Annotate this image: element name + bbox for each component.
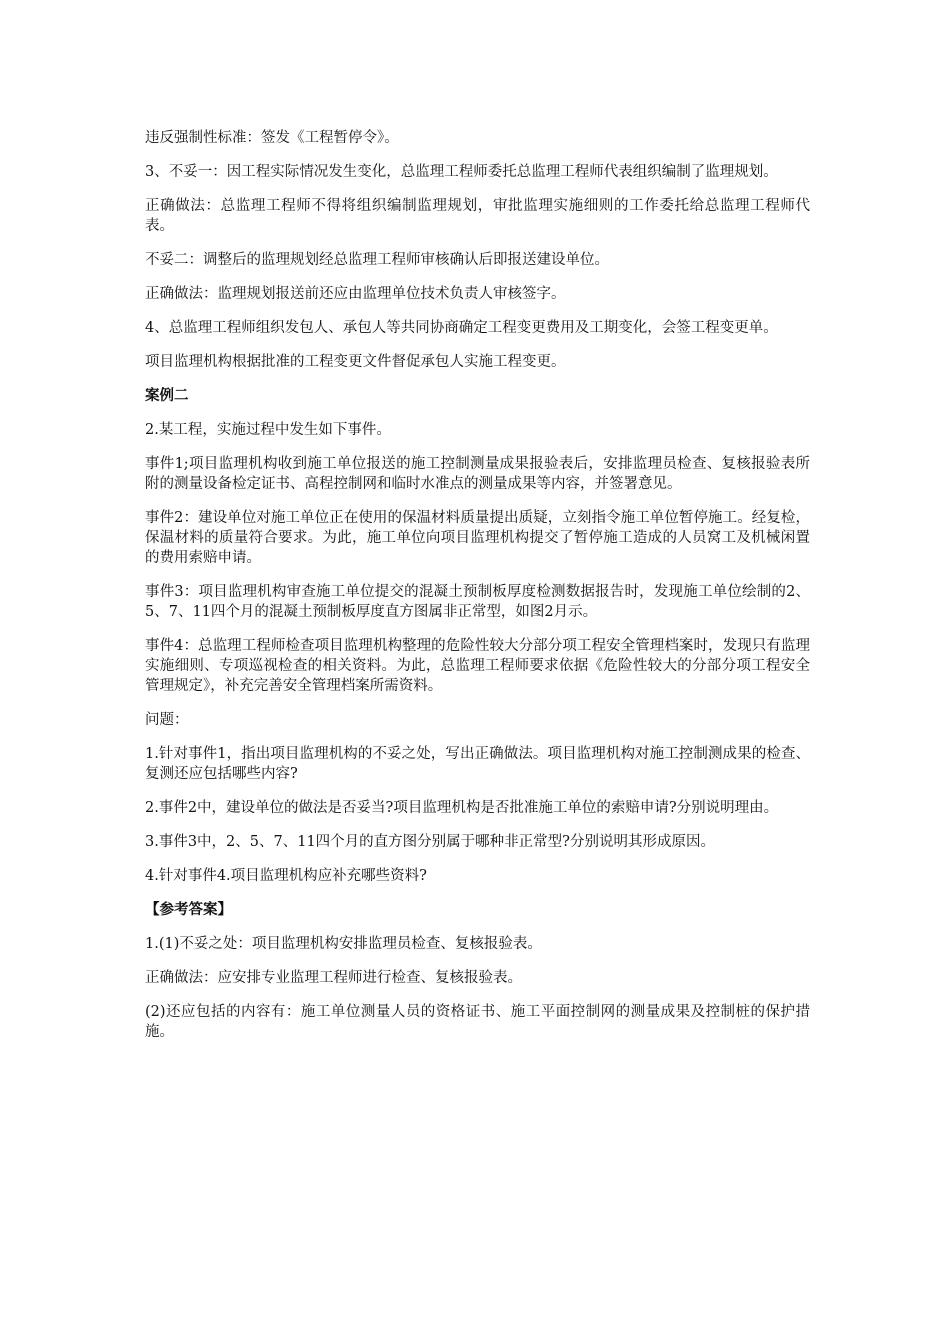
para-ref1-fault: 1.(1)不妥之处：项目监理机构安排监理员检查、复核报验表。 (145, 936, 542, 952)
document-body (145, 128, 810, 1056)
para-question4: 4.针对事件4.项目监理机构应补充哪些资料? (145, 868, 427, 884)
case-two-heading: 案例二 (145, 388, 189, 404)
para-questions-label: 问题： (145, 712, 189, 728)
para-event4: 事件4：总监理工程师检查项目监理机构整理的危险性较大分部分项工程安全管理档案时，发现只有监理实施细则、专项巡视检查的相关资料。为此，总监理工程师要求依据《危险性较大的分部分项工程安全管理规定》，补充完善安全管理档案所需资料。 (145, 638, 810, 694)
para-event2: 事件2：建设单位对施工单位正在使用的保温材料质量提出质疑，立刻指令施工单位暂停施工。经复检，保温材料的质量符合要求。为此，施工单位向项目监理机构提交了暂停施工造成的人员窝工及机械闲置的费用索赔申请。 (145, 510, 810, 566)
para-ref1-correct: 正确做法：应安排专业监理工程师进行检查、复核报验表。 (145, 970, 522, 986)
para-case2-intro: 2.某工程，实施过程中发生如下事件。 (145, 422, 391, 438)
para-answer4-implement: 项目监理机构根据批准的工程变更文件督促承包人实施工程变更。 (145, 354, 566, 370)
para-answer4-change: 4、总监理工程师组织发包人、承包人等共同协商确定工程变更费用及工期变化，会签工程变更单。 (145, 320, 778, 336)
reference-answer-heading: 【参考答案】 (145, 902, 232, 918)
para-event1: 事件1;项目监理机构收到施工单位报送的施工控制测量成果报验表后，安排监理员检查、复核报验表所附的测量设备检定证书、高程控制网和临时水准点的测量成果等内容，并签署意见。 (145, 456, 810, 492)
para-question1: 1.针对事件1，指出项目监理机构的不妥之处，写出正确做法。项目监理机构对施工控制测成果的检查、复测还应包括哪些内容? (145, 746, 810, 782)
para-question2: 2.事件2中，建设单位的做法是否妥当?项目监理机构是否批准施工单位的索赔申请?分别说明理由。 (145, 800, 779, 816)
para-event3: 事件3：项目监理机构审查施工单位提交的混凝土预制板厚度检测数据报告时，发现施工单位绘制的2、5、7、11四个月的混凝土预制板厚度直方图属非正常型，如图2月示。 (145, 584, 810, 620)
para-answer3-correct1: 正确做法：总监理工程师不得将组织编制监理规划，审批监理实施细则的工作委托给总监理工程师代表。 (145, 198, 810, 234)
para-question3: 3.事件3中，2、5、7、11四个月的直方图分别属于哪种非正常型?分别说明其形成原因。 (145, 834, 715, 850)
para-ref1-contents: (2)还应包括的内容有：施工单位测量人员的资格证书、施工平面控制网的测量成果及控制桩的保护措施。 (145, 1004, 810, 1040)
para-violation-stop-order: 违反强制性标准：签发《工程暂停令》。 (145, 130, 399, 146)
para-answer3-fault2: 不妥二：调整后的监理规划经总监理工程师审核确认后即报送建设单位。 (145, 252, 609, 268)
para-answer3-correct2: 正确做法：监理规划报送前还应由监理单位技术负责人审核签字。 (145, 286, 566, 302)
para-answer3-fault1: 3、不妥一：因工程实际情况发生变化，总监理工程师委托总监理工程师代表组织编制了监理规划。 (145, 164, 778, 180)
